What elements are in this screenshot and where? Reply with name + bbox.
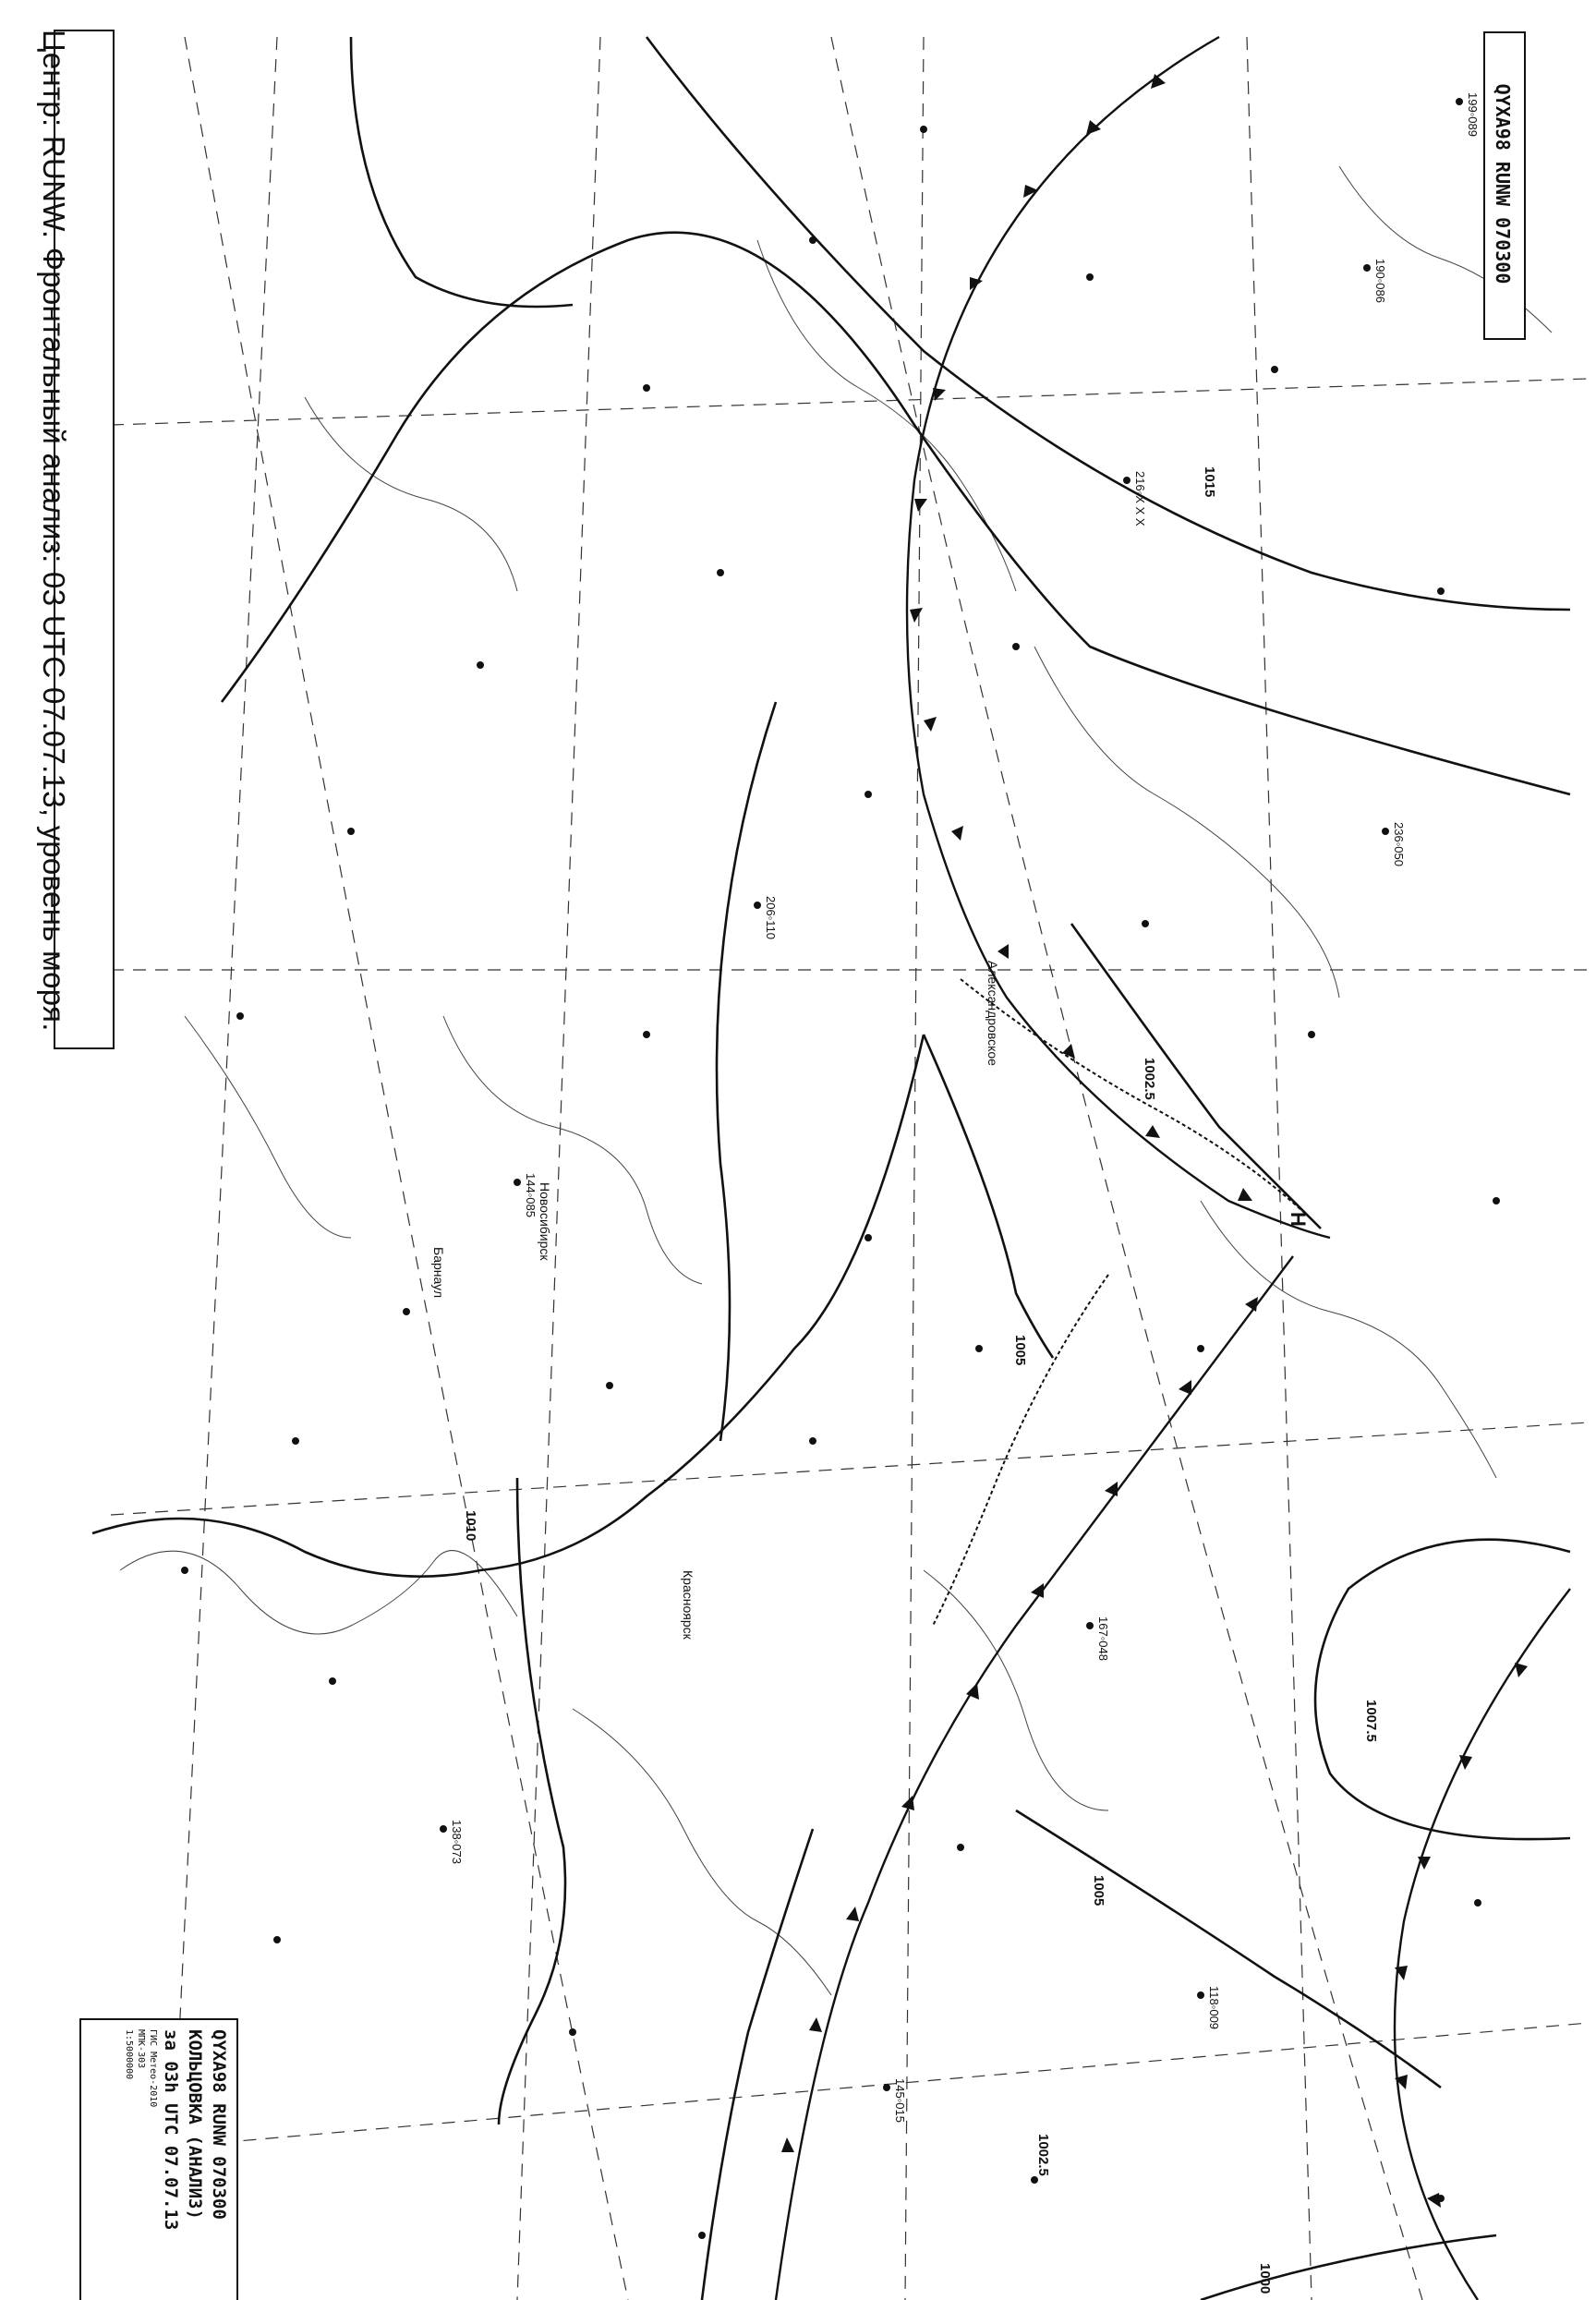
station-reports [450,92,1480,2123]
cold-front [776,37,1570,2300]
place-label: Александровское [985,961,1000,1066]
station-report: 138◦073 [450,1820,464,1864]
station-markers [181,98,1500,2239]
station-report: 118◦009 [1207,1986,1221,2030]
isobar-label: 1002.5 [1142,1058,1157,1100]
station-report: 190◦086 [1373,259,1387,303]
isobar-1005-west [717,702,776,1441]
station-report: 145◦015 [893,2078,907,2123]
isobar-label: 1010 [463,1510,478,1542]
header-code: QYXA98 RUNW 070300 [1492,83,1514,284]
graticule [111,37,1589,2300]
occluded-front [933,979,1321,1626]
product-stamp [79,2018,238,2300]
product-stamp-text [81,2020,236,2300]
isobar-label: 1015 [1202,466,1217,498]
station-report: 206◦110 [764,896,778,940]
isobar-labels [463,466,1379,2294]
isobar-1007-5 [1315,1540,1570,1839]
station-report: 216◦X X X [1133,471,1147,527]
isobar-label: 1007.5 [1363,1700,1379,1742]
station-report: 167◦048 [1096,1616,1110,1661]
place-label: Барнаул [431,1247,446,1298]
station-report: 236◦050 [1392,822,1406,866]
map-title: Центр: RUNW. Фронтальный анализ: 03 UTC 07.07.13, уровень моря. [37,30,71,1032]
stamp-code: QYXA98 RUNW 070300 [209,2029,229,2220]
place-label: Красноярск [681,1570,695,1640]
stamp-valid-time: за 03h UTC 07.07.13 [161,2029,181,2231]
isobar-label: 1005 [1091,1875,1106,1907]
isobars [92,37,1570,2300]
stamp-software: ГИС Метео-2010 [148,2029,158,2108]
station-report: 144◦085 [524,1173,538,1217]
rivers-and-borders [120,166,1552,1995]
station-report: 199◦089 [1466,92,1480,137]
isobar-label: 1002.5 [1035,2134,1051,2176]
stamp-module: МПК-303 [136,2029,146,2069]
stamp-scale: 1:5000000 [124,2029,134,2080]
isobar-label: 1000 [1257,2263,1273,2294]
low-pressure-center-label: Н [1287,1212,1310,1227]
place-label: Новосибирск [538,1182,552,1261]
stamp-product-name: КОЛЬЦОВКА (АНАЛИЗ) [185,2029,205,2220]
isobar-label: 1005 [1012,1335,1028,1366]
isobar-1015 [647,37,1570,610]
